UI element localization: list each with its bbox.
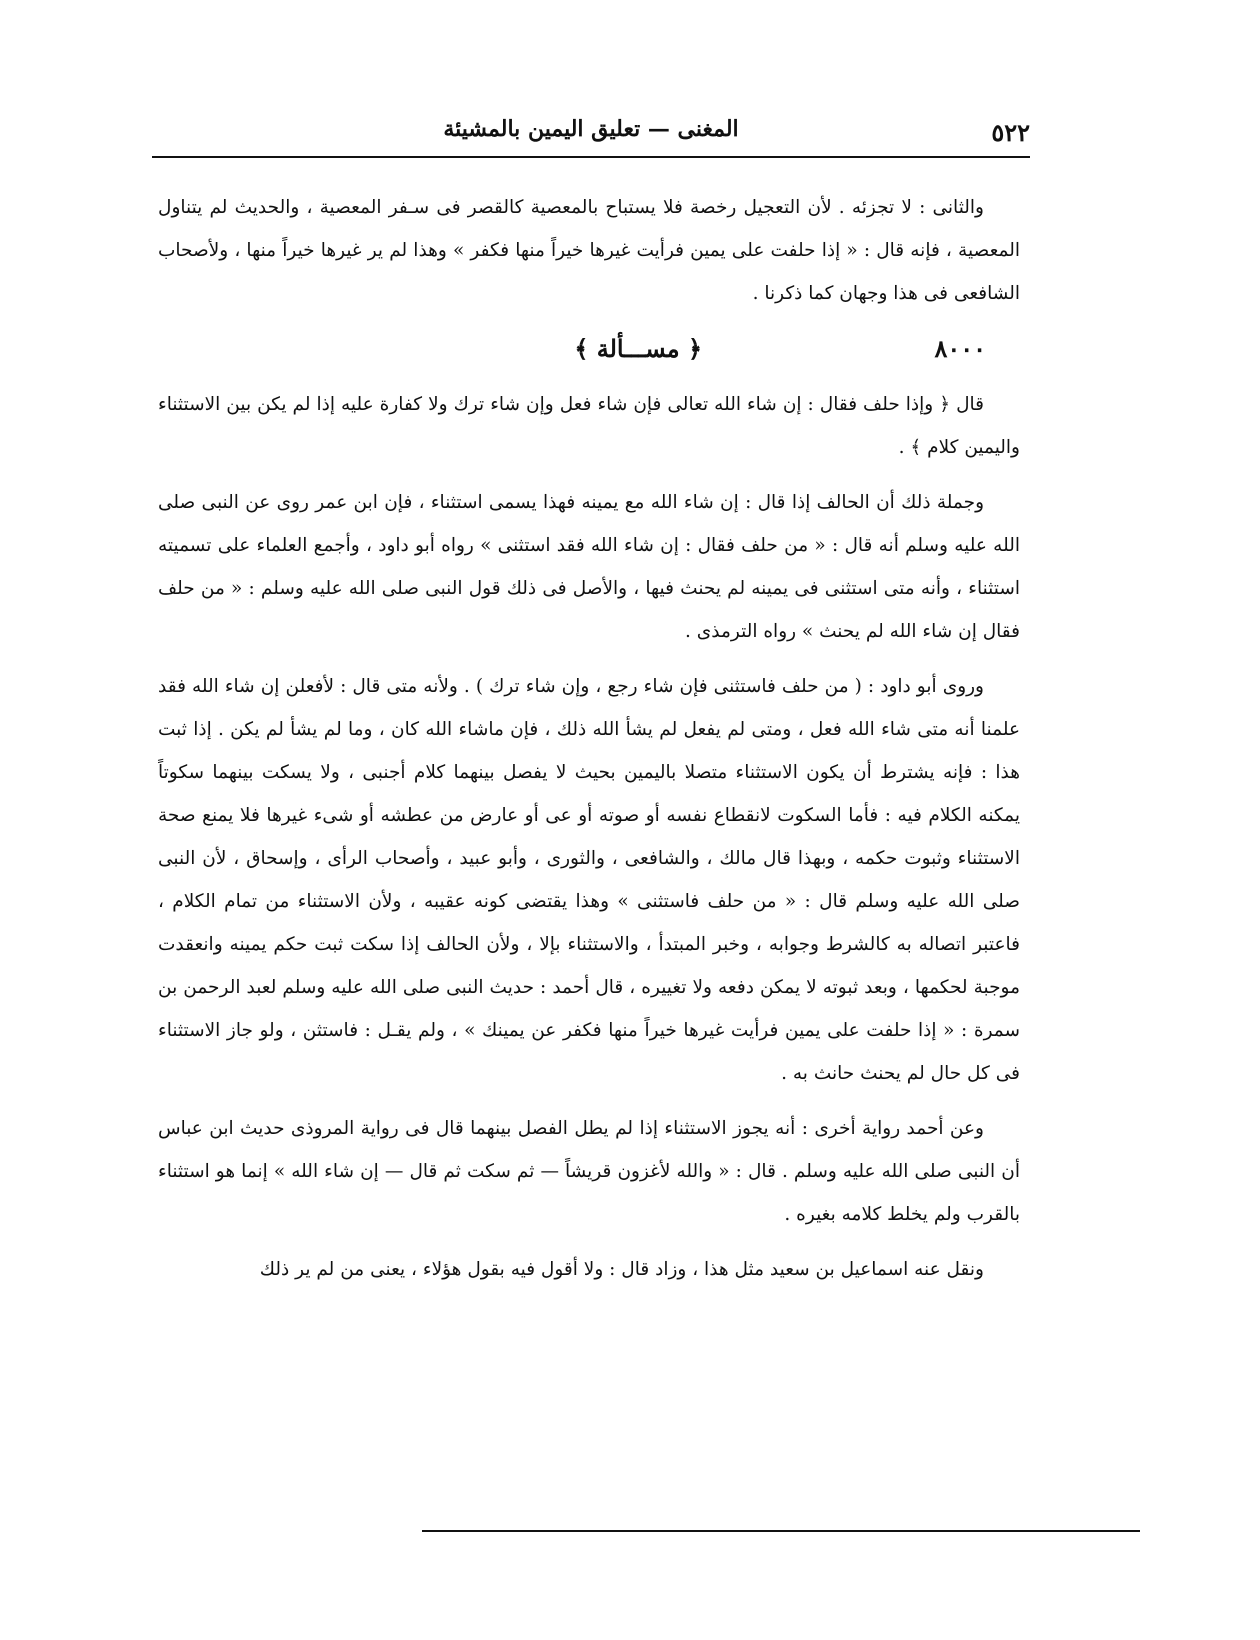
footer-rule [422,1530,1140,1532]
paragraph-1: والثانى : لا تجزئه . لأن التعجيل رخصة فلا يستباح بالمعصية كالقصر فى سـفر المعصية ، والحديث لم يتناول المعصية ، فإنه قال : « إذا حلفت على يمين فرأيت غيرها خيراً منها فكفر » وهذا لم ير غيرها خيراً منها ، ولأصحاب الشافعى فى هذا وجهان كما ذكرنا . [158,197,1020,304]
masala-title: ﴿ مســـألة ﴾ [574,334,702,363]
page-header [152,112,1030,158]
paragraph-6: ونقل عنه اسماعيل بن سعيد مثل هذا ، وزاد قال : ولا أقول فيه بقول هؤلاء ، يعنى من لم ير ذلك [259,1259,984,1280]
paragraph-3: وجملة ذلك أن الحالف إذا قال : إن شاء الله مع يمينه فهذا يسمى استثناء ، فإن ابن عمر روى عن النبى صلى الله عليه وسلم أنه قال : « من حلف فقال : إن شاء الله فقد استثنى » رواه أبو داود ، وأجمع العلماء على تسميته استثناء ، وأنه متى استثنى فى يمينه لم يحنث فيها ، والأصل فى ذلك قول النبى صلى الله عليه وسلم : « من حلف فقال إن شاء الله لم يحنث » رواه الترمذى . [158,492,1020,642]
body-text [158,186,1020,1303]
paragraph-2: قال ﴿ وإذا حلف فقال : إن شاء الله تعالى فإن شاء فعل وإن شاء ترك ولا كفارة عليه إذا لم يكن بين الاستثناء واليمين كلام ﴾ . [158,394,1020,458]
page-number: ٥٢٢ [991,118,1030,147]
header-rule [152,156,1030,158]
masala-number: ٨٠٠٠ [934,334,986,363]
masala-heading [158,327,1020,373]
paragraph-4: وروى أبو داود : ( من حلف فاستثنى فإن شاء رجع ، وإن شاء ترك ) . ولأنه متى قال : لأفعلن إن شاء الله فقد علمنا أنه متى شاء الله فعل ، ومتى لم يفعل لم يشأ الله ذلك ، فإن ماشاء الله كان ، وما لم يشأ لم يكن . إذا ثبت هذا : فإنه يشترط أن يكون الاستثناء متصلا باليمين بحيث لا يفصل بينهما كلام أجنبى ، ولا يسكت بينهما سكوتاً يمكنه الكلام فيه : فأما السكوت لانقطاع نفسه أو صوته أو عى أو عارض من عطشه أو شىء غيرها فلا يمنع صحة الاستثناء وثبوت حكمه ، وبهذا قال مالك ، والشافعى ، والثورى ، وأبو عبيد ، وأصحاب الرأى ، وإسحاق ، لأن النبى صلى الله عليه وسلم قال : « من حلف فاستثنى » وهذا يقتضى كونه عقيبه ، ولأن الاستثناء من تمام الكلام ، فاعتبر اتصاله به كالشرط وجوابه ، وخبر المبتدأ ، والاستثناء بإلا ، ولأن الحالف إذا سكت ثبت حكم يمينه وانعقدت موجبة لحكمها ، وبعد ثبوته لا يمكن دفعه ولا تغييره ، قال أحمد : حديث النبى صلى الله عليه وسلم لعبد الرحمن بن سمرة : « إذا حلفت على يمين فرأيت غيرها خيراً منها فكفر عن يمينك » ، ولم يقـل : فاستثن ، ولو جاز الاستثناء فى كل حال لم يحنث حانث به . [158,676,1020,1084]
paragraph-5: وعن أحمد رواية أخرى : أنه يجوز الاستثناء إذا لم يطل الفصل بينهما قال فى رواية المروذى حديث ابن عباس أن النبى صلى الله عليه وسلم . قال : « والله لأغزون قريشاً — ثم سكت ثم قال — إن شاء الله » إنما هو استثناء بالقرب ولم يخلط كلامه بغيره . [158,1118,1020,1225]
running-title: المغنى — تعليق اليمين بالمشيئة [443,116,739,142]
